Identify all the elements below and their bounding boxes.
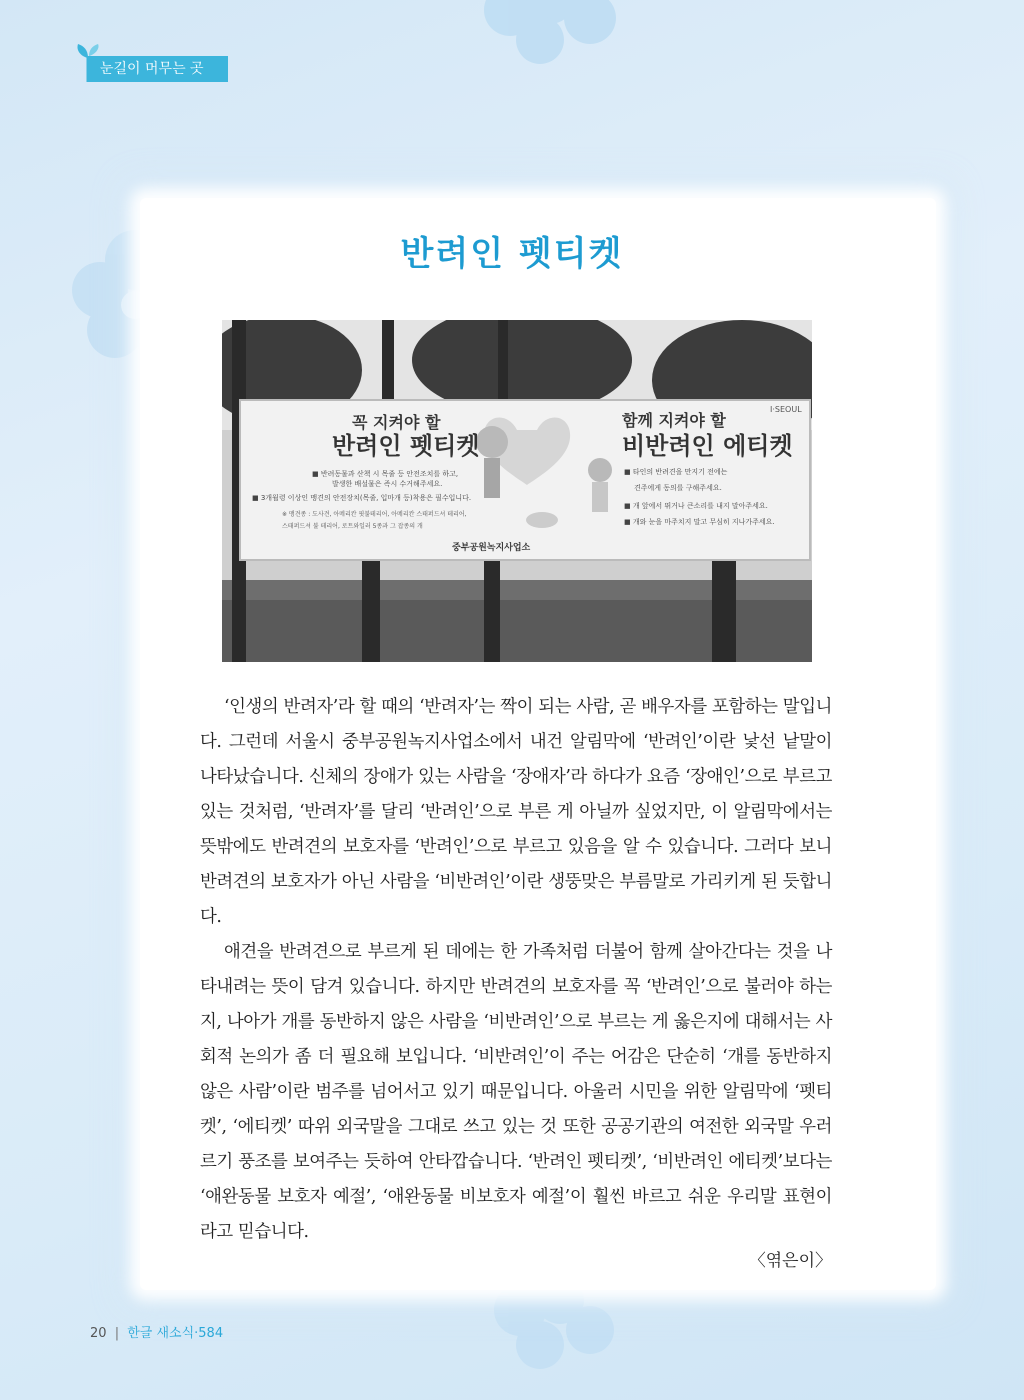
article-paragraph: ‘인생의 반려자’라 할 때의 ‘반려자’는 짝이 되는 사람, 곧 배우자를 포함하는 말입니다. 그런데 서울시 중부공원녹지사업소에서 내건 알림막에 ‘반려인’이란 낯선 낱말이 나타났습니다. 신체의 장애가 있는 사람을 ‘장애자’라 하다가 요즘 ‘장애인’으로 부르고 있는 것처럼, ‘반려자’를 달리 ‘반려인’으로 부른 게 아닐까 싶었지만, 이 알림막에서는 뜻밖에도 반려견의 보호자를 ‘반려인’으로 부르고 있음을 알 수 있습니다. 그러다 보니 반려견의 보호자가 아닌 사람을 ‘비반려인’이란 생뚱맞은 부름말로 가리키게 된 듯합니다. [200, 697, 832, 927]
banner-right-heading-1: 함께 지켜야 할 [622, 411, 726, 430]
banner-left-line: ※ 맹견종 : 도사견, 아메리칸 핏불테리어, 아메리칸 스태퍼드셔 테리어, [282, 511, 467, 518]
banner-logo: I·SEOUL [770, 405, 802, 414]
banner-left-line: ■ 3개월령 이상인 맹견의 안전장치(목줄, 입마개 등)착용은 필수입니다. [252, 494, 472, 502]
article-paragraph: 애견을 반려견으로 부르게 된 데에는 한 가족처럼 더불어 함께 살아간다는 것을 나타내려는 뜻이 담겨 있습니다. 하지만 반려견의 보호자를 꼭 ‘반려인’으로 불러야 하는지, 나아가 개를 동반하지 않은 사람을 ‘비반려인’으로 부르는 게 옳은지에 대해서는 사회적 논의가 좀 더 필요해 보입니다. ‘비반려인’이 주는 어감은 단순히 ‘개를 동반하지 않은 사람’이란 범주를 넘어서고 있기 때문입니다. 아울러 시민을 위한 알림막에 ‘펫티켓’, ‘에티켓’ 따위 외국말을 그대로 쓰고 있는 것 또한 공공기관의 여전한 외국말 우러르기 풍조를 보여주는 듯하여 안타깝습니다. ‘반려인 펫티켓’, ‘비반려인 에티켓’보다는 ‘애완동물 보호자 예절’, ‘애완동물 비보호자 예절’이 훨씬 바르고 쉬운 우리말 표현이라고 믿습니다. [200, 942, 832, 1242]
banner-footer: 중부공원녹지사업소 [452, 543, 531, 553]
page-footer [90, 1322, 223, 1341]
banner-right-heading-2: 비반려인 에티켓 [622, 432, 793, 460]
banner-left-line: 스태퍼드셔 불 테리어, 로트와일러 5종과 그 잡종의 개 [282, 523, 423, 530]
article-body [200, 690, 832, 1250]
banner-right-line: 견주에게 동의를 구해주세요. [634, 484, 722, 492]
footer-separator: | [114, 1326, 120, 1341]
banner-right-line: ■ 타인의 반려견을 만지기 전에는 [624, 468, 728, 476]
section-label: 눈길이 머무는 곳 [88, 56, 228, 82]
banner-left-line: 발생한 배설물은 즉시 수거해주세요. [332, 480, 443, 488]
author-credit: 〈엮은이〉 [748, 1251, 832, 1271]
banner-left-line: ■ 반려동물과 산책 시 목줄 등 안전조치를 하고, [312, 470, 459, 478]
park-banner-photo [222, 320, 812, 662]
banner-left-heading-2: 반려인 펫티켓 [332, 432, 480, 460]
banner-right-line: ■ 개 앞에서 뛰거나 큰소리를 내지 말아주세요. [624, 502, 768, 510]
flower-decoration-top [470, 0, 630, 80]
banner-left-heading-1: 꼭 지켜야 할 [352, 413, 441, 432]
banner-right-line: ■ 개와 눈을 마주치지 말고 무심히 지나가주세요. [624, 518, 775, 526]
article-photo [222, 320, 812, 662]
magazine-issue: 한글 새소식·584 [127, 1326, 224, 1341]
article-title: 반려인 펫티켓 [400, 234, 624, 274]
page-number: 20 [90, 1326, 107, 1341]
